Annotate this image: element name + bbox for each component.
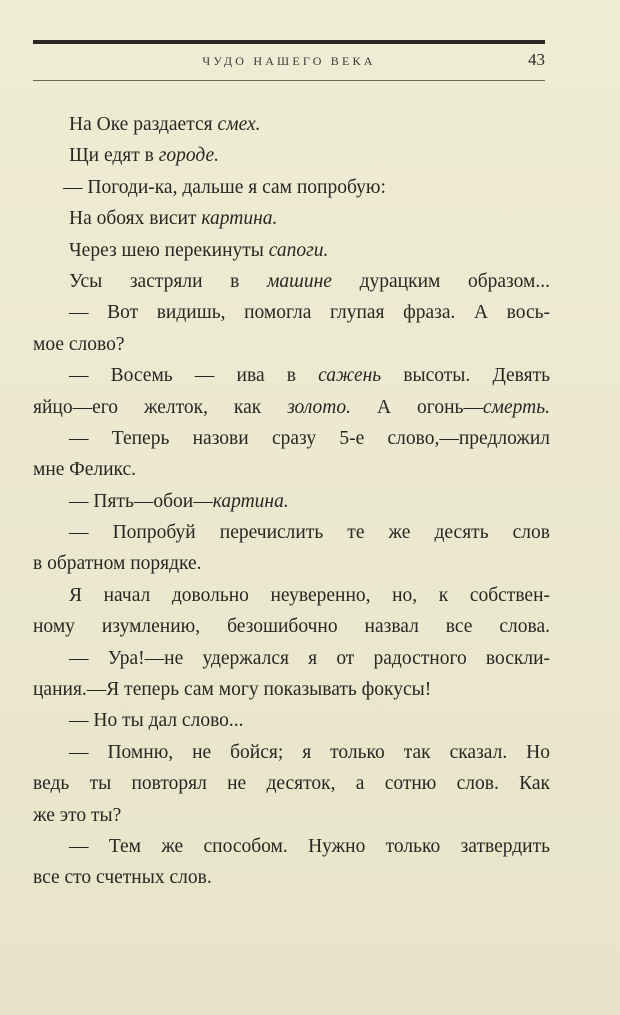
text-line	[33, 611, 550, 642]
text-line	[33, 674, 550, 705]
text-run: А огонь—	[351, 396, 483, 418]
text-run: — Попробуй перечислить те же десять слов	[69, 522, 550, 544]
text-run: ному изумлению, безошибочно назвал все слова.	[33, 616, 550, 638]
text-run: яйцо—его желток, как	[33, 396, 288, 418]
running-title: ЧУДО НАШЕГО ВЕКА	[202, 54, 376, 68]
text-run: цания.—Я теперь сам могу показывать фокусы!	[33, 679, 432, 701]
text-run: дурацким образом...	[331, 270, 550, 292]
text-run: Я начал довольно неуверенно, но, к собствен-	[69, 584, 550, 606]
text-run-italic: городе.	[158, 145, 219, 167]
header-thin-rule	[33, 80, 545, 81]
text-run-italic: сажень	[318, 365, 382, 387]
text-run: в обратном порядке.	[33, 553, 202, 575]
text-run: Усы застряли в	[69, 270, 267, 292]
text-run: — Восемь — ива в	[69, 365, 319, 387]
text-run: — Тем же способом. Нужно только затвердить	[69, 835, 550, 857]
text-line	[33, 203, 550, 234]
text-run: Щи едят в	[69, 145, 159, 167]
text-run: ведь ты повторял не десяток, а сотню слов. Как	[33, 773, 550, 795]
text-line	[33, 862, 550, 893]
text-run: На обоях висит	[69, 208, 202, 230]
text-line	[33, 486, 550, 517]
text-line	[33, 548, 550, 579]
text-line	[33, 172, 550, 203]
text-run: — Погоди-ка, дальше я сам попробую:	[63, 176, 386, 198]
text-line	[33, 800, 550, 831]
text-line	[33, 705, 550, 736]
text-run-italic: картина.	[212, 490, 289, 512]
text-line	[33, 392, 550, 423]
text-run: — Но ты дал слово...	[69, 710, 244, 732]
text-line	[33, 831, 550, 862]
text-line	[33, 423, 550, 454]
text-run: Через шею перекинуты	[69, 239, 269, 261]
text-line	[33, 109, 550, 140]
text-run-italic: смех.	[217, 114, 261, 135]
text-run: На Оке раздается	[69, 114, 218, 135]
page-number: 43	[528, 50, 545, 69]
text-line	[33, 580, 550, 611]
text-run-italic: смерть.	[482, 396, 550, 418]
text-line	[33, 235, 550, 266]
body-text	[33, 109, 550, 894]
text-run: — Теперь назови сразу 5-е слово,—предложил	[69, 427, 550, 449]
text-line	[33, 737, 550, 768]
text-run-italic: картина.	[201, 208, 278, 230]
text-run: — Вот видишь, помогла глупая фраза. А вось-	[69, 302, 550, 324]
text-run: все сто счетных слов.	[33, 867, 212, 889]
text-run: — Помню, не бойся; я только так сказал. Но	[69, 741, 550, 763]
text-line	[33, 329, 550, 360]
text-line	[33, 454, 550, 485]
text-run-italic: золото.	[287, 396, 352, 418]
text-line	[33, 360, 550, 391]
text-run: — Ура!—не удержался я от радостного воскли-	[69, 647, 550, 669]
text-line	[33, 297, 550, 328]
text-line	[33, 140, 550, 171]
text-run: же это ты?	[33, 804, 122, 826]
text-run: мое слово?	[33, 333, 125, 355]
running-head	[33, 50, 545, 73]
text-line	[33, 768, 550, 799]
header-thick-rule	[33, 40, 545, 44]
text-run-italic: машине	[266, 270, 332, 292]
text-line	[33, 643, 550, 674]
text-line	[33, 517, 550, 548]
text-run: высоты. Девять	[381, 365, 550, 387]
text-run: — Пять—обои—	[69, 490, 213, 512]
text-run: мне Феликс.	[33, 459, 137, 481]
text-line	[33, 266, 550, 297]
text-run-italic: сапоги.	[268, 239, 329, 261]
